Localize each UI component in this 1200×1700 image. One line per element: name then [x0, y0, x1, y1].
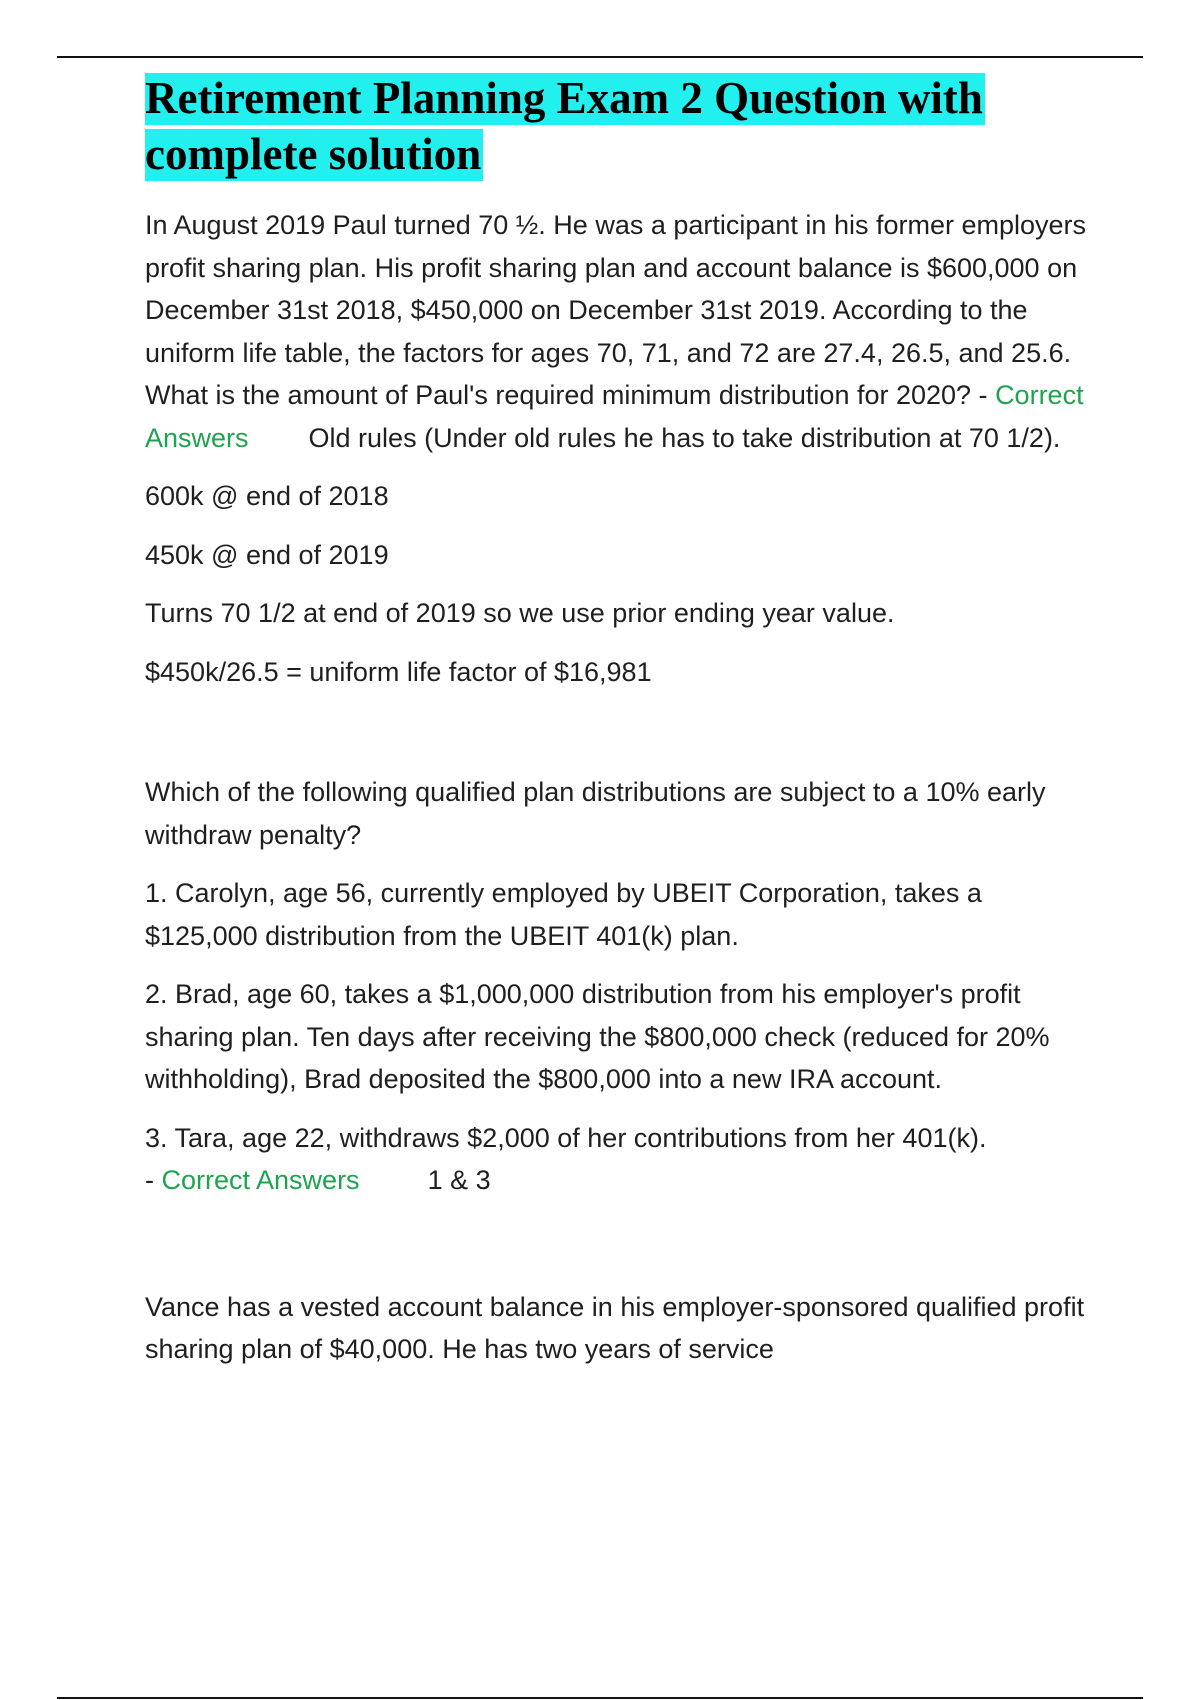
question-1 — [145, 204, 1090, 459]
document-body — [145, 70, 1090, 1387]
document-title — [145, 70, 1090, 182]
bottom-rule — [57, 1697, 1143, 1699]
question-1-answer: Old rules (Under old rules he has to take distribution at 70 1/2). — [308, 422, 1061, 453]
question-3: Vance has a vested account balance in his employer-sponsored qualified profit sharing plan of $40,000. He has two years of service — [145, 1291, 1085, 1364]
question-2: Which of the following qualified plan distributions are subject to a 10% early withdraw penalty? — [145, 777, 1046, 850]
answer-line: Turns 70 1/2 at end of 2019 so we use prior ending year value. — [145, 598, 895, 628]
answer-line: 600k @ end of 2018 — [145, 481, 389, 511]
answer-line: $450k/26.5 = uniform life factor of $16,981 — [145, 656, 652, 687]
question-2-answer: 1 & 3 — [427, 1165, 491, 1195]
answer-prefix: - — [145, 1165, 162, 1195]
question-2-option-last — [145, 1117, 1090, 1202]
answer-line: 450k @ end of 2019 — [145, 539, 389, 570]
correct-answers-label: Correct Answers — [145, 380, 1084, 453]
question-1-text: In August 2019 Paul turned 70 ½. He was a participant in his former employers profit sharing plan. His profit sharing plan and account balance is $600,000 on December 31st 2018, $450,000 on December 31st 2019. According to the uniform life table, the factors for ages 70, 71, and 72 are 27.4, 26.5, and 25.6. What is the amount of Paul's required minimum distribution for 2020? - — [145, 210, 1087, 410]
question-2-option-3: 3. Tara, age 22, withdraws $2,000 of her contributions from her 401(k). — [145, 1122, 987, 1153]
question-2-option: 1. Carolyn, age 56, currently employed by UBEIT Corporation, takes a $125,000 distribution from the UBEIT 401(k) plan. — [145, 878, 982, 951]
question-2-option: 2. Brad, age 60, takes a $1,000,000 distribution from his employer's profit sharing plan. Ten days after receiving the $800,000 check (reduced for 20% withholding), Brad deposited the $800,000 into a new IRA account. — [145, 979, 1050, 1094]
correct-answers-label: Correct Answers — [161, 1165, 360, 1195]
document-title-text: Retirement Planning Exam 2 Question with complete solution — [145, 73, 983, 179]
top-rule — [57, 56, 1143, 58]
